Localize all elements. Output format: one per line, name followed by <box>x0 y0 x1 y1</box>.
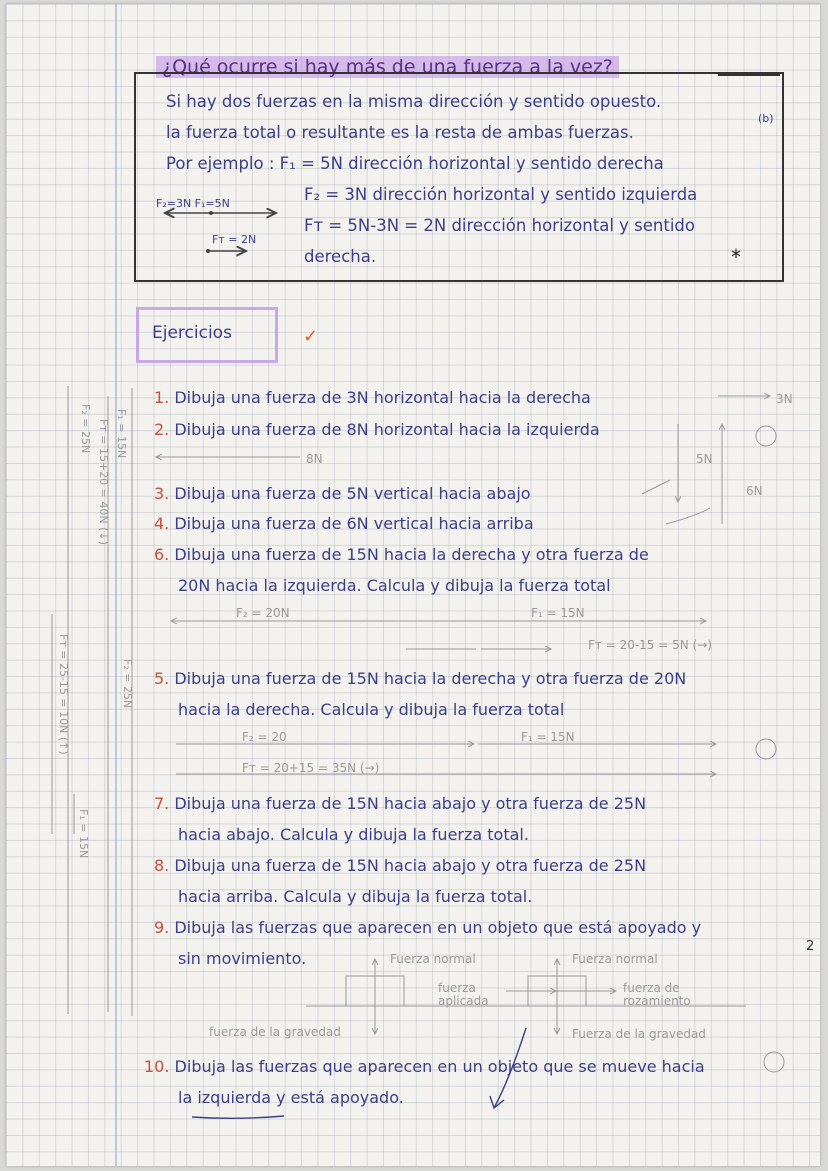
vertical-note-4: Fᴛ = 25-15 = 10N (↑) <box>57 634 70 755</box>
exercise-9-line-2: sin movimiento. <box>178 949 307 968</box>
exercise-3: 3. Dibuja una fuerza de 5N vertical hacia abajo <box>154 484 531 503</box>
exercise-6-line-2: 20N hacia la izquierda. Calcula y dibuja la fuerza total <box>178 576 611 595</box>
vertical-note-6: F₁ = 15N <box>77 809 90 859</box>
exercise-6-line-1: 6. Dibuja una fuerza de 15N hacia la derecha y otra fuerza de <box>154 545 649 564</box>
ex9-gravity-2-label: Fuerza de la gravedad <box>572 1027 706 1041</box>
ex9-applied-label: fuerza aplicada <box>438 981 489 1008</box>
ex6-f2-label: F₂ = 20N <box>236 606 290 620</box>
theory-line-3: Por ejemplo : F₁ = 5N dirección horizontal y sentido derecha <box>166 154 664 173</box>
ex6-f1-label: F₁ = 15N <box>531 606 585 620</box>
theory-line-2: la fuerza total o resultante es la resta de ambas fuerzas. <box>166 123 634 142</box>
theory-side-note: (b) <box>758 112 774 125</box>
ex9-gravity-1-label: fuerza de la gravedad <box>209 1025 341 1039</box>
exercise-9-line-1: 9. Dibuja las fuerzas que aparecen en un objeto que está apoyado y <box>154 918 702 937</box>
ex6-total-label: Fᴛ = 20-15 = 5N (→) <box>588 638 712 652</box>
vertical-note-5: F₂ = 25N <box>121 659 134 709</box>
check-mark: ✓ <box>303 326 319 347</box>
star-mark: * <box>731 245 741 269</box>
theory-line-1: Si hay dos fuerzas en la misma dirección y sentido opuesto. <box>166 92 662 111</box>
ex5-f2-label: F₂ = 20 <box>242 730 287 744</box>
exercise-4: 4. Dibuja una fuerza de 6N vertical hacia arriba <box>154 514 534 533</box>
ex9-normal-1-label: Fuerza normal <box>390 952 476 966</box>
exercise-2: 2. Dibuja una fuerza de 8N horizontal hacia la izquierda <box>154 420 600 439</box>
ex5-total-label: Fᴛ = 20+15 = 35N (→) <box>242 761 380 775</box>
exercise-8-line-2: hacia arriba. Calcula y dibuja la fuerza total. <box>178 887 533 906</box>
page-title: ¿Qué ocurre si hay más de una fuerza a la vez? <box>156 56 619 78</box>
drawings-layer <box>6 4 820 1166</box>
ex9-normal-2-label: Fuerza normal <box>572 952 658 966</box>
example-force-arrows <box>165 211 276 253</box>
exercise-7-line-2: hacia abajo. Calcula y dibuja la fuerza total. <box>178 825 529 844</box>
example-diagram-forces-label: F₂=3N F₁=5N <box>156 197 230 210</box>
ink-marks <box>192 1028 526 1118</box>
ex2-value-label: 8N <box>306 452 323 466</box>
exercise-7-line-1: 7. Dibuja una fuerza de 15N hacia abajo y otra fuerza de 25N <box>154 794 647 813</box>
vertical-note-3: F₁ = 15N <box>115 409 128 459</box>
theory-line-4: F₂ = 3N dirección horizontal y sentido izquierda <box>304 185 698 204</box>
exercises-label: Ejercicios <box>152 323 232 343</box>
ex3-value-label: 5N <box>696 452 713 466</box>
notebook-page <box>6 4 820 1166</box>
theory-line-6: derecha. <box>304 247 377 266</box>
exercise-5-line-2: hacia la derecha. Calcula y dibuja la fuerza total <box>178 700 565 719</box>
page-mark: 2 <box>806 939 815 954</box>
vertical-note-1: F₂ = 25N <box>79 404 92 454</box>
exercise-1: 1. Dibuja una fuerza de 3N horizontal hacia la derecha <box>154 388 591 407</box>
theory-line-5: Fᴛ = 5N-3N = 2N dirección horizontal y sentido <box>304 216 695 235</box>
vertical-note-2: Fᴛ = 15+20 = 40N (↓) <box>97 419 110 545</box>
exercise-10-line-1: 10. Dibuja las fuerzas que aparecen en un objeto que se mueve hacia <box>144 1057 705 1076</box>
exercise-5-line-1: 5. Dibuja una fuerza de 15N hacia la derecha y otra fuerza de 20N <box>154 669 687 688</box>
ex9-friction-label: fuerza de rozamiento <box>623 981 691 1008</box>
ex1-value-label: 3N <box>776 392 793 406</box>
ex5-f1-label: F₁ = 15N <box>521 730 575 744</box>
exercise-8-line-1: 8. Dibuja una fuerza de 15N hacia abajo y otra fuerza de 25N <box>154 856 647 875</box>
ex4-value-label: 6N <box>746 484 763 498</box>
pencil-arrows <box>52 386 784 1072</box>
exercise-10-line-2: la izquierda y está apoyado. <box>178 1088 404 1107</box>
example-diagram-total-label: Fᴛ = 2N <box>212 233 257 246</box>
